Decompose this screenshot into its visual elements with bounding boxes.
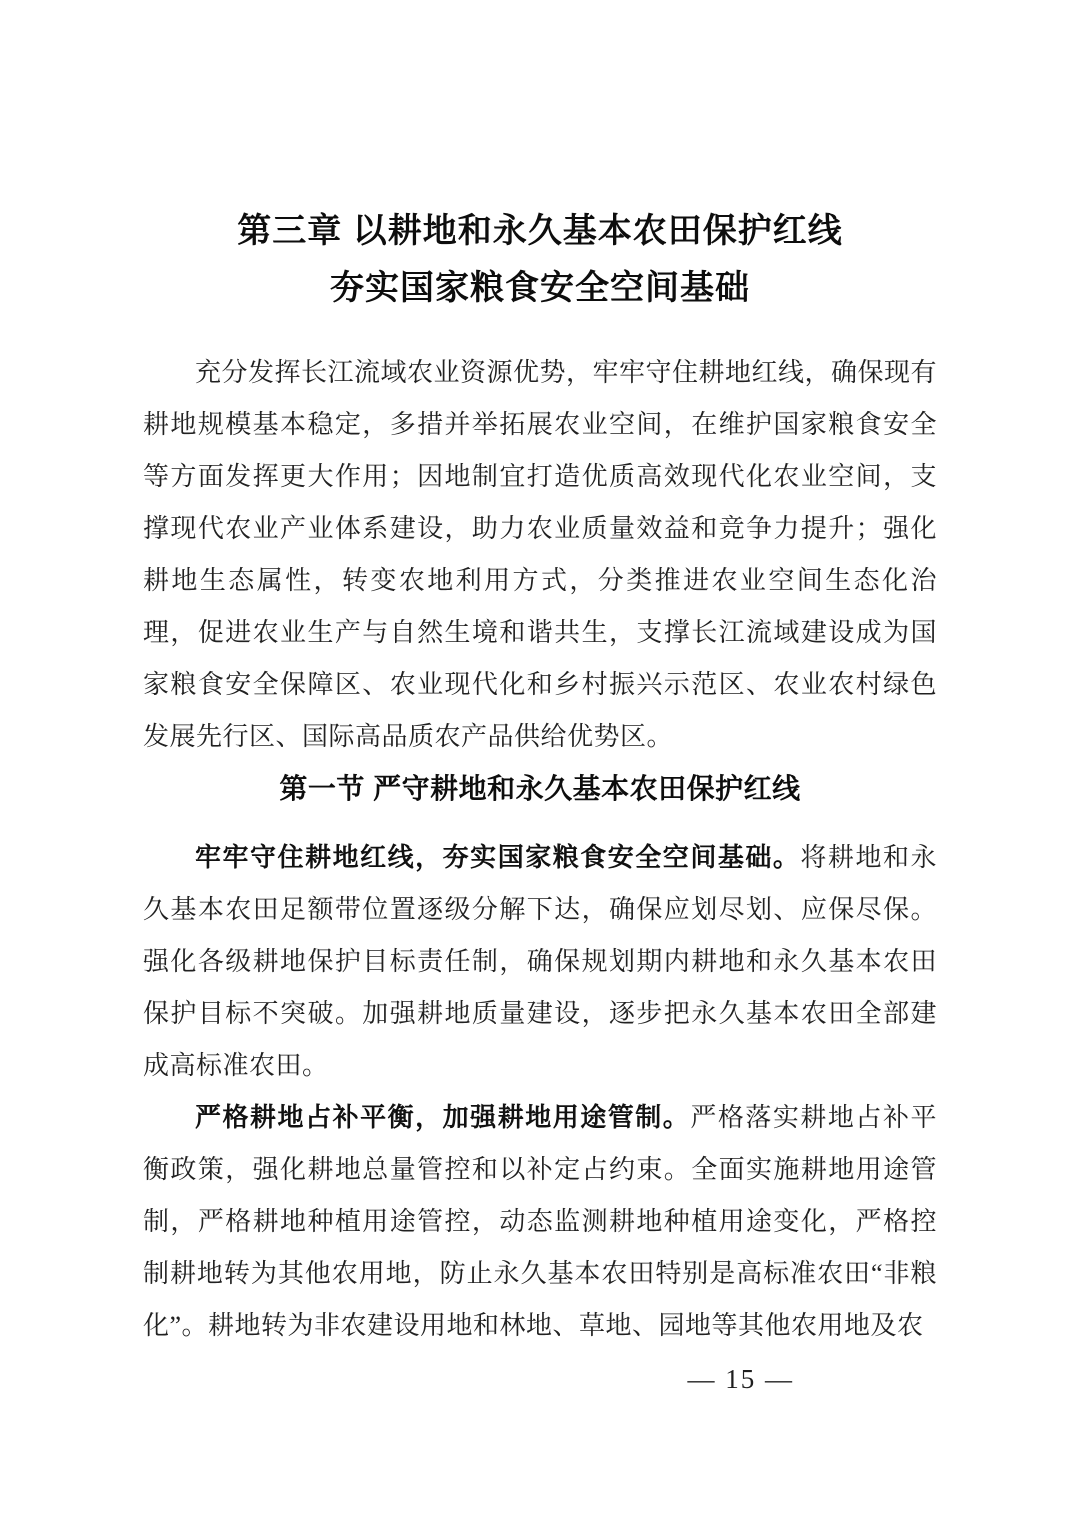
paragraph-cultivated-land-redline	[143, 832, 937, 1092]
chapter-title-line-1: 第三章 以耕地和永久基本农田保护红线	[237, 212, 843, 250]
page-number: — 15 —	[687, 1364, 794, 1394]
chapter-title	[143, 203, 937, 317]
paragraph-lead: 严格耕地占补平衡，加强耕地用途管制。	[195, 1103, 691, 1132]
paragraph-occupation-balance	[143, 1092, 937, 1352]
paragraph-lead: 牢牢守住耕地红线，夯实国家粮食安全空间基础。	[195, 843, 801, 872]
page-footer	[143, 1362, 937, 1396]
paragraph-body: 严格落实耕地占补平衡政策，强化耕地总量管控和以补定占约束。全面实施耕地用途管制，严格耕地种植用途管控，动态监测耕地种植用途变化，严格控制耕地转为其他农用地，防止永久基本农田特别是高标准农田“非粮化”。耕地转为非农建设用地和林地、草地、园地等其他农用地及农	[143, 1103, 937, 1340]
paragraph-body: 将耕地和永久基本农田足额带位置逐级分解下达，确保应划尽划、应保尽保。强化各级耕地保护目标责任制，确保规划期内耕地和永久基本农田保护目标不突破。加强耕地质量建设，逐步把永久基本农田全部建成高标准农田。	[143, 843, 937, 1080]
intro-paragraph: 充分发挥长江流域农业资源优势，牢牢守住耕地红线，确保现有耕地规模基本稳定，多措并举拓展农业空间，在维护国家粮食安全等方面发挥更大作用；因地制宜打造优质高效现代化农业空间，支撑现代农业产业体系建设，助力农业质量效益和竞争力提升；强化耕地生态属性，转变农地利用方式，分类推进农业空间生态化治理，促进农业生产与自然生境和谐共生，支撑长江流域建设成为国家粮食安全保障区、农业现代化和乡村振兴示范区、农业农村绿色发展先行区、国际高品质农产品供给优势区。	[143, 358, 938, 751]
section-heading: 第一节 严守耕地和永久基本农田保护红线	[279, 773, 801, 804]
chapter-title-line-2: 夯实国家粮食安全空间基础	[330, 269, 750, 307]
